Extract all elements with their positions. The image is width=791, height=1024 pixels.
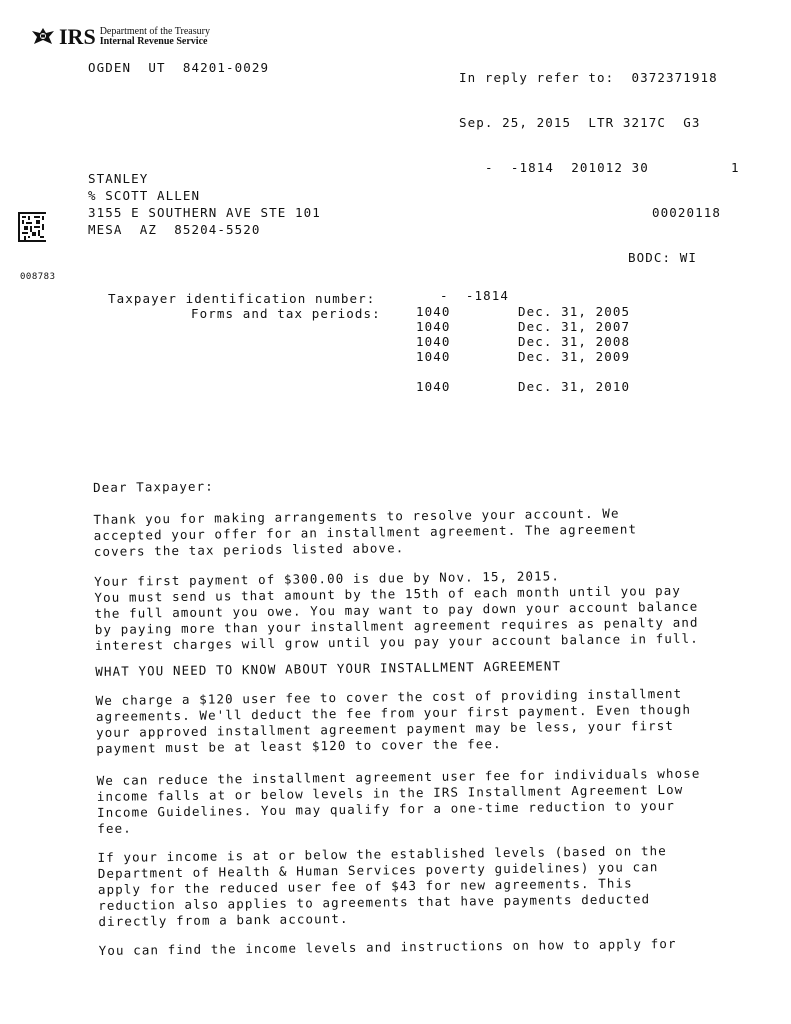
reply-date-letter: Sep. 25, 2015 LTR 3217C G3 bbox=[459, 115, 701, 130]
reply-tin-line bbox=[485, 160, 744, 175]
document-number: 008783 bbox=[20, 272, 56, 282]
period-date: Dec. 31, 2007 bbox=[518, 319, 631, 334]
section-heading: WHAT YOU NEED TO KNOW ABOUT YOUR INSTALLMENT AGREEMENT bbox=[95, 658, 562, 679]
paragraph-find-income: You can find the income levels and instructions on how to apply for bbox=[98, 935, 677, 958]
reply-tin-value: - -1814 201012 30 bbox=[485, 160, 649, 175]
agency-name bbox=[100, 27, 210, 47]
irs-wordmark: IRS bbox=[59, 24, 96, 49]
period-row bbox=[416, 319, 630, 334]
tin-label: Taxpayer identification number: bbox=[108, 291, 376, 306]
period-date: Dec. 31, 2008 bbox=[518, 334, 631, 349]
paragraph-first-payment: Your first payment of $300.00 is due by Nov. 15, 2015. You must send us that amount by the 15th of each month until you pay the full amount you owe. You may want to pay down your account balance by paying more than your installment agreement requires as penalty and interest charges will grow until you pay your account balance in full. bbox=[94, 568, 699, 653]
reply-reference: In reply refer to: 0372371918 bbox=[459, 70, 718, 85]
period-form: 1040 bbox=[416, 334, 451, 349]
2d-barcode-icon bbox=[18, 212, 46, 242]
tin-value: - -1814 bbox=[440, 288, 510, 303]
salutation: Dear Taxpayer: bbox=[93, 478, 214, 495]
recipient-name: STANLEY bbox=[88, 171, 149, 186]
irs-eagle-icon bbox=[30, 26, 56, 48]
recipient-care-of: % SCOTT ALLEN bbox=[88, 188, 201, 203]
paragraph-user-fee: We charge a $120 user fee to cover the cost of providing installment agreements. We'll deduct the fee from your first payment. Even though your approved installment agreement payment may be less, your first payment must be at least $120 to cover the fee. bbox=[95, 685, 692, 756]
letter-body bbox=[93, 472, 735, 958]
period-row bbox=[416, 304, 630, 319]
period-row bbox=[416, 334, 630, 349]
irs-logo bbox=[30, 24, 210, 50]
agency-line-2: Internal Revenue Service bbox=[99, 36, 208, 47]
period-date: Dec. 31, 2005 bbox=[518, 304, 631, 319]
recipient-address bbox=[88, 170, 321, 238]
recipient-street: 3155 E SOUTHERN AVE STE 101 bbox=[88, 205, 321, 220]
period-form: 1040 bbox=[416, 304, 451, 319]
period-row bbox=[416, 379, 630, 394]
period-date: Dec. 31, 2010 bbox=[518, 379, 631, 394]
paragraph-fee-reduction: We can reduce the installment agreement user fee for individuals whose income falls at or below levels in the IRS Installment Agreement Low Income Guidelines. You may qualify for a one-time reduction to your fee. bbox=[96, 765, 701, 836]
period-form: 1040 bbox=[416, 349, 451, 364]
period-form: 1040 bbox=[416, 379, 451, 394]
agency-line-1: Department of the Treasury bbox=[99, 26, 210, 37]
reply-sequence: 00020118 bbox=[652, 205, 722, 220]
forms-periods-label: Forms and tax periods: bbox=[191, 306, 381, 321]
reply-bodc: BODC: WI bbox=[628, 250, 698, 265]
paragraph-income-levels: If your income is at or below the established levels (based on the Department of Health & Human Services poverty guidelines) you can apply for the reduced user fee of $43 for new agreements. This reduction also applies to agreements that have payments deducted directly from a bank account. bbox=[97, 843, 667, 929]
period-date: Dec. 31, 2009 bbox=[518, 349, 631, 364]
reply-block bbox=[459, 40, 740, 280]
period-row bbox=[416, 349, 630, 364]
paragraph-thank-you: Thank you for making arrangements to resolve your account. We accepted your offer for an installment agreement. The agreement covers the tax periods listed above. bbox=[93, 505, 638, 559]
recipient-city-state-zip: MESA AZ 85204-5520 bbox=[88, 222, 261, 237]
reply-page-number: 1 bbox=[731, 160, 740, 175]
office-address: OGDEN UT 84201-0029 bbox=[88, 60, 270, 75]
period-form: 1040 bbox=[416, 319, 451, 334]
